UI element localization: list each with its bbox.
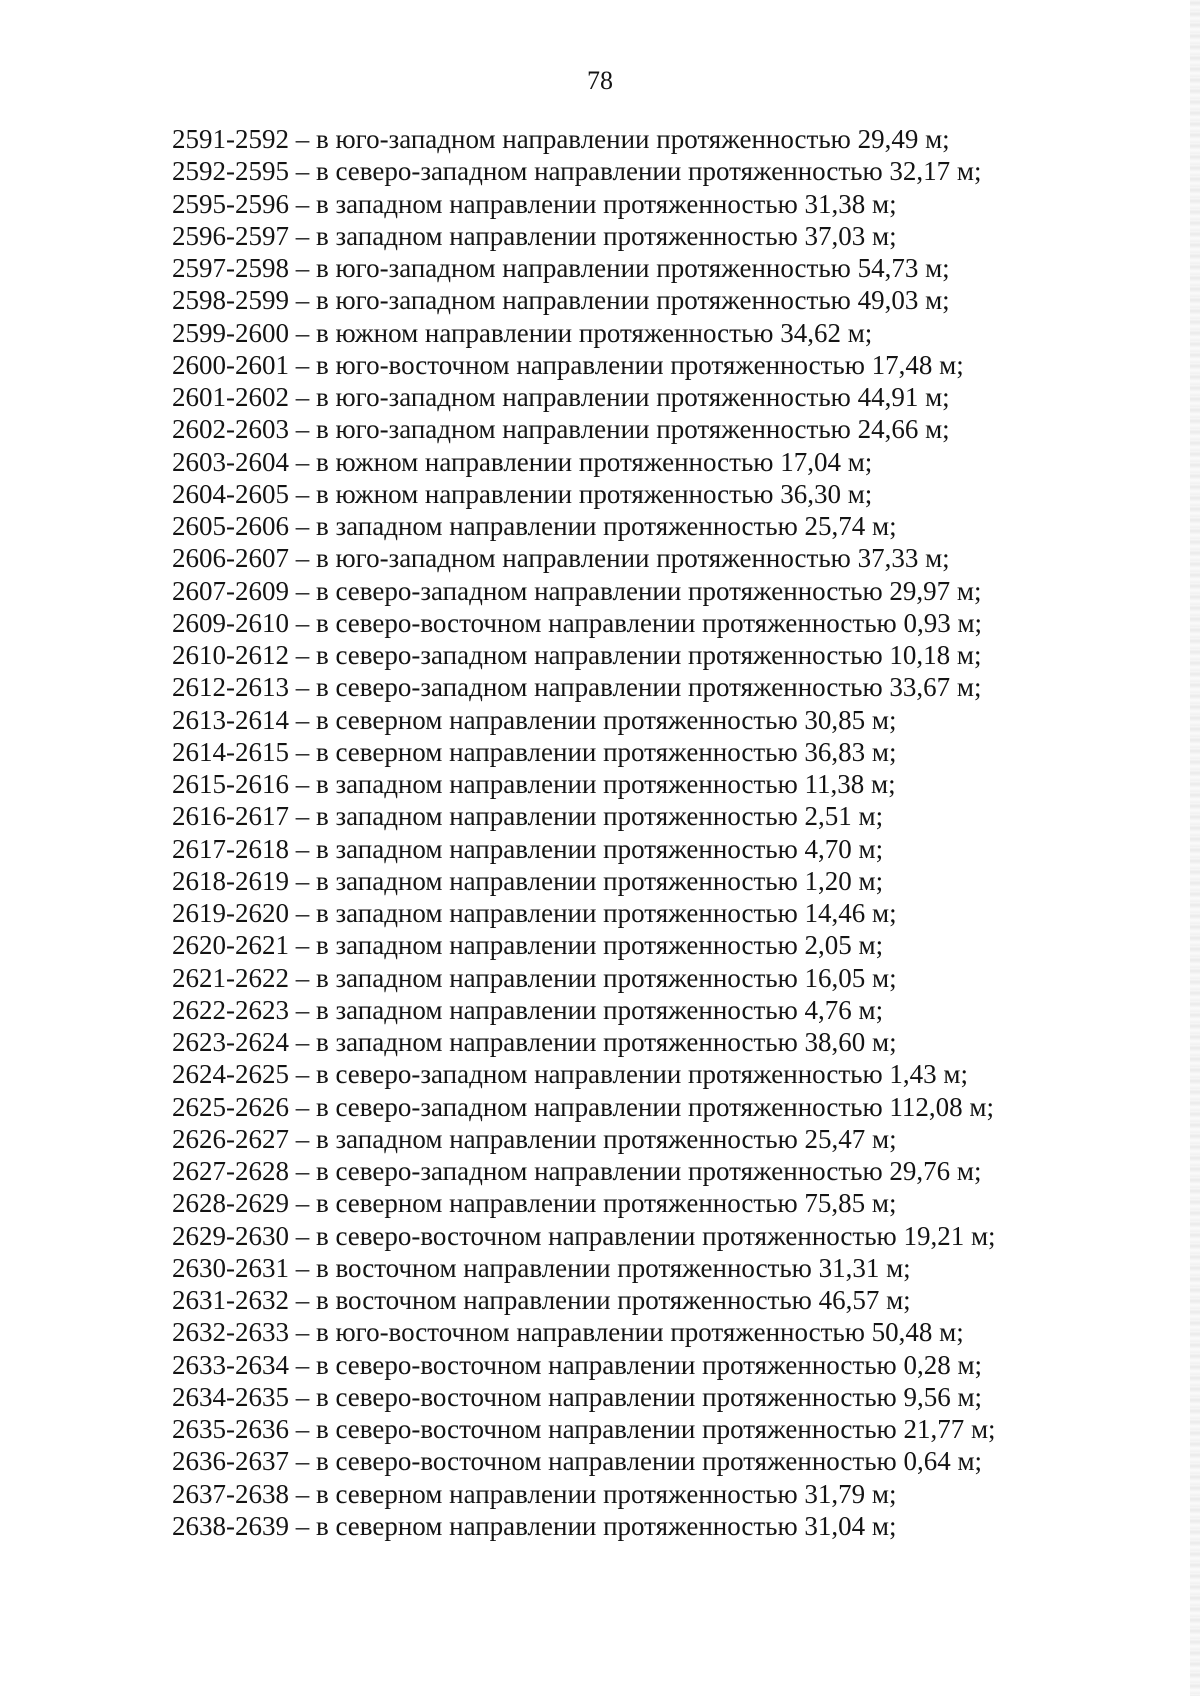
boundary-segment-line: 2610-2612 – в северо-западном направлении протяженностью 10,18 м; bbox=[172, 640, 982, 670]
boundary-segment-line: 2609-2610 – в северо-восточном направлении протяженностью 0,93 м; bbox=[172, 607, 983, 638]
boundary-segment-line: 2632-2633 – в юго-восточном направлении протяженностью 50,48 м; bbox=[172, 1317, 964, 1348]
boundary-segment-line: 2622-2623 – в западном направлении протяженностью 4,76 м; bbox=[172, 994, 884, 1025]
boundary-segment-line: 2592-2595 – в северо-западном направлении протяженностью 32,17 м; bbox=[172, 156, 982, 187]
boundary-segment-line: 2628-2629 – в северном направлении протяженностью 75,85 м; bbox=[172, 1188, 897, 1219]
boundary-segment-line: 2615-2616 – в западном направлении протяженностью 11,38 м; bbox=[172, 769, 896, 799]
boundary-segment-line: 2625-2626 – в северо-западном направлении протяженностью 112,08 м; bbox=[172, 1091, 994, 1122]
boundary-segment-line: 2603-2604 – в южном направлении протяженностью 17,04 м; bbox=[172, 446, 873, 477]
boundary-segment-line: 2599-2600 – в южном направлении протяженностью 34,62 м; bbox=[172, 317, 873, 348]
boundary-segment-line: 2617-2618 – в западном направлении протяженностью 4,70 м; bbox=[172, 833, 884, 864]
boundary-segment-line: 2598-2599 – в юго-западном направлении протяженностью 49,03 м; bbox=[172, 285, 950, 316]
boundary-segment-line: 2638-2639 – в северном направлении протяженностью 31,04 м; bbox=[172, 1510, 897, 1541]
page-number: 78 bbox=[587, 66, 613, 95]
boundary-segment-line: 2596-2597 – в западном направлении протяженностью 37,03 м; bbox=[172, 220, 897, 251]
boundary-segment-line: 2618-2619 – в западном направлении протяженностью 1,20 м; bbox=[172, 865, 884, 896]
boundary-segment-line: 2626-2627 – в западном направлении протяженностью 25,47 м; bbox=[172, 1123, 897, 1154]
boundary-segment-line: 2637-2638 – в северном направлении протяженностью 31,79 м; bbox=[172, 1478, 897, 1509]
boundary-segment-line: 2633-2634 – в северо-восточном направлении протяженностью 0,28 м; bbox=[172, 1349, 983, 1380]
boundary-segment-line: 2613-2614 – в северном направлении протяженностью 30,85 м; bbox=[172, 704, 897, 735]
boundary-segment-line: 2635-2636 – в северо-восточном направлении протяженностью 21,77 м; bbox=[172, 1414, 996, 1444]
boundary-segment-line: 2607-2609 – в северо-западном направлении протяженностью 29,97 м; bbox=[172, 575, 982, 606]
boundary-segment-line: 2600-2601 – в юго-восточном направлении протяженностью 17,48 м; bbox=[172, 349, 964, 380]
boundary-segment-line: 2606-2607 – в юго-западном направлении протяженностью 37,33 м; bbox=[172, 543, 950, 574]
boundary-segment-line: 2604-2605 – в южном направлении протяженностью 36,30 м; bbox=[172, 478, 873, 509]
boundary-segment-line: 2623-2624 – в западном направлении протяженностью 38,60 м; bbox=[172, 1027, 897, 1057]
boundary-segment-line: 2629-2630 – в северо-восточном направлении протяженностью 19,21 м; bbox=[172, 1220, 996, 1251]
boundary-segment-line: 2620-2621 – в западном направлении протяженностью 2,05 м; bbox=[172, 930, 884, 961]
boundary-segment-line: 2636-2637 – в северо-восточном направлении протяженностью 0,64 м; bbox=[172, 1446, 983, 1477]
boundary-segment-line: 2627-2628 – в северо-западном направлении протяженностью 29,76 м; bbox=[172, 1156, 982, 1186]
boundary-segment-line: 2595-2596 – в западном направлении протяженностью 31,38 м; bbox=[172, 188, 897, 219]
boundary-segment-line: 2624-2625 – в северо-западном направлении протяженностью 1,43 м; bbox=[172, 1059, 968, 1090]
boundary-segment-line: 2619-2620 – в западном направлении протяженностью 14,46 м; bbox=[172, 898, 897, 928]
boundary-segment-line: 2602-2603 – в юго-западном направлении протяженностью 24,66 м; bbox=[172, 414, 950, 445]
boundary-segment-line: 2601-2602 – в юго-западном направлении протяженностью 44,91 м; bbox=[172, 382, 950, 412]
boundary-segment-line: 2634-2635 – в северо-восточном направлении протяженностью 9,56 м; bbox=[172, 1381, 983, 1412]
boundary-segment-line: 2614-2615 – в северном направлении протяженностью 36,83 м; bbox=[172, 736, 897, 767]
boundary-segment-line: 2605-2606 – в западном направлении протяженностью 25,74 м; bbox=[172, 511, 897, 541]
boundary-segment-line: 2631-2632 – в восточном направлении протяженностью 46,57 м; bbox=[172, 1285, 911, 1315]
scan-edge-artifact bbox=[1190, 0, 1200, 1696]
boundary-segment-line: 2612-2613 – в северо-западном направлении протяженностью 33,67 м; bbox=[172, 672, 982, 703]
boundary-segment-line: 2630-2631 – в восточном направлении протяженностью 31,31 м; bbox=[172, 1252, 911, 1283]
boundary-segment-line: 2597-2598 – в юго-западном направлении протяженностью 54,73 м; bbox=[172, 253, 950, 283]
boundary-segment-list bbox=[172, 123, 1072, 1542]
boundary-segment-line: 2616-2617 – в западном направлении протяженностью 2,51 м; bbox=[172, 801, 884, 832]
boundary-segment-line: 2621-2622 – в западном направлении протяженностью 16,05 м; bbox=[172, 962, 897, 993]
boundary-segment-line: 2591-2592 – в юго-западном направлении протяженностью 29,49 м; bbox=[172, 124, 950, 154]
